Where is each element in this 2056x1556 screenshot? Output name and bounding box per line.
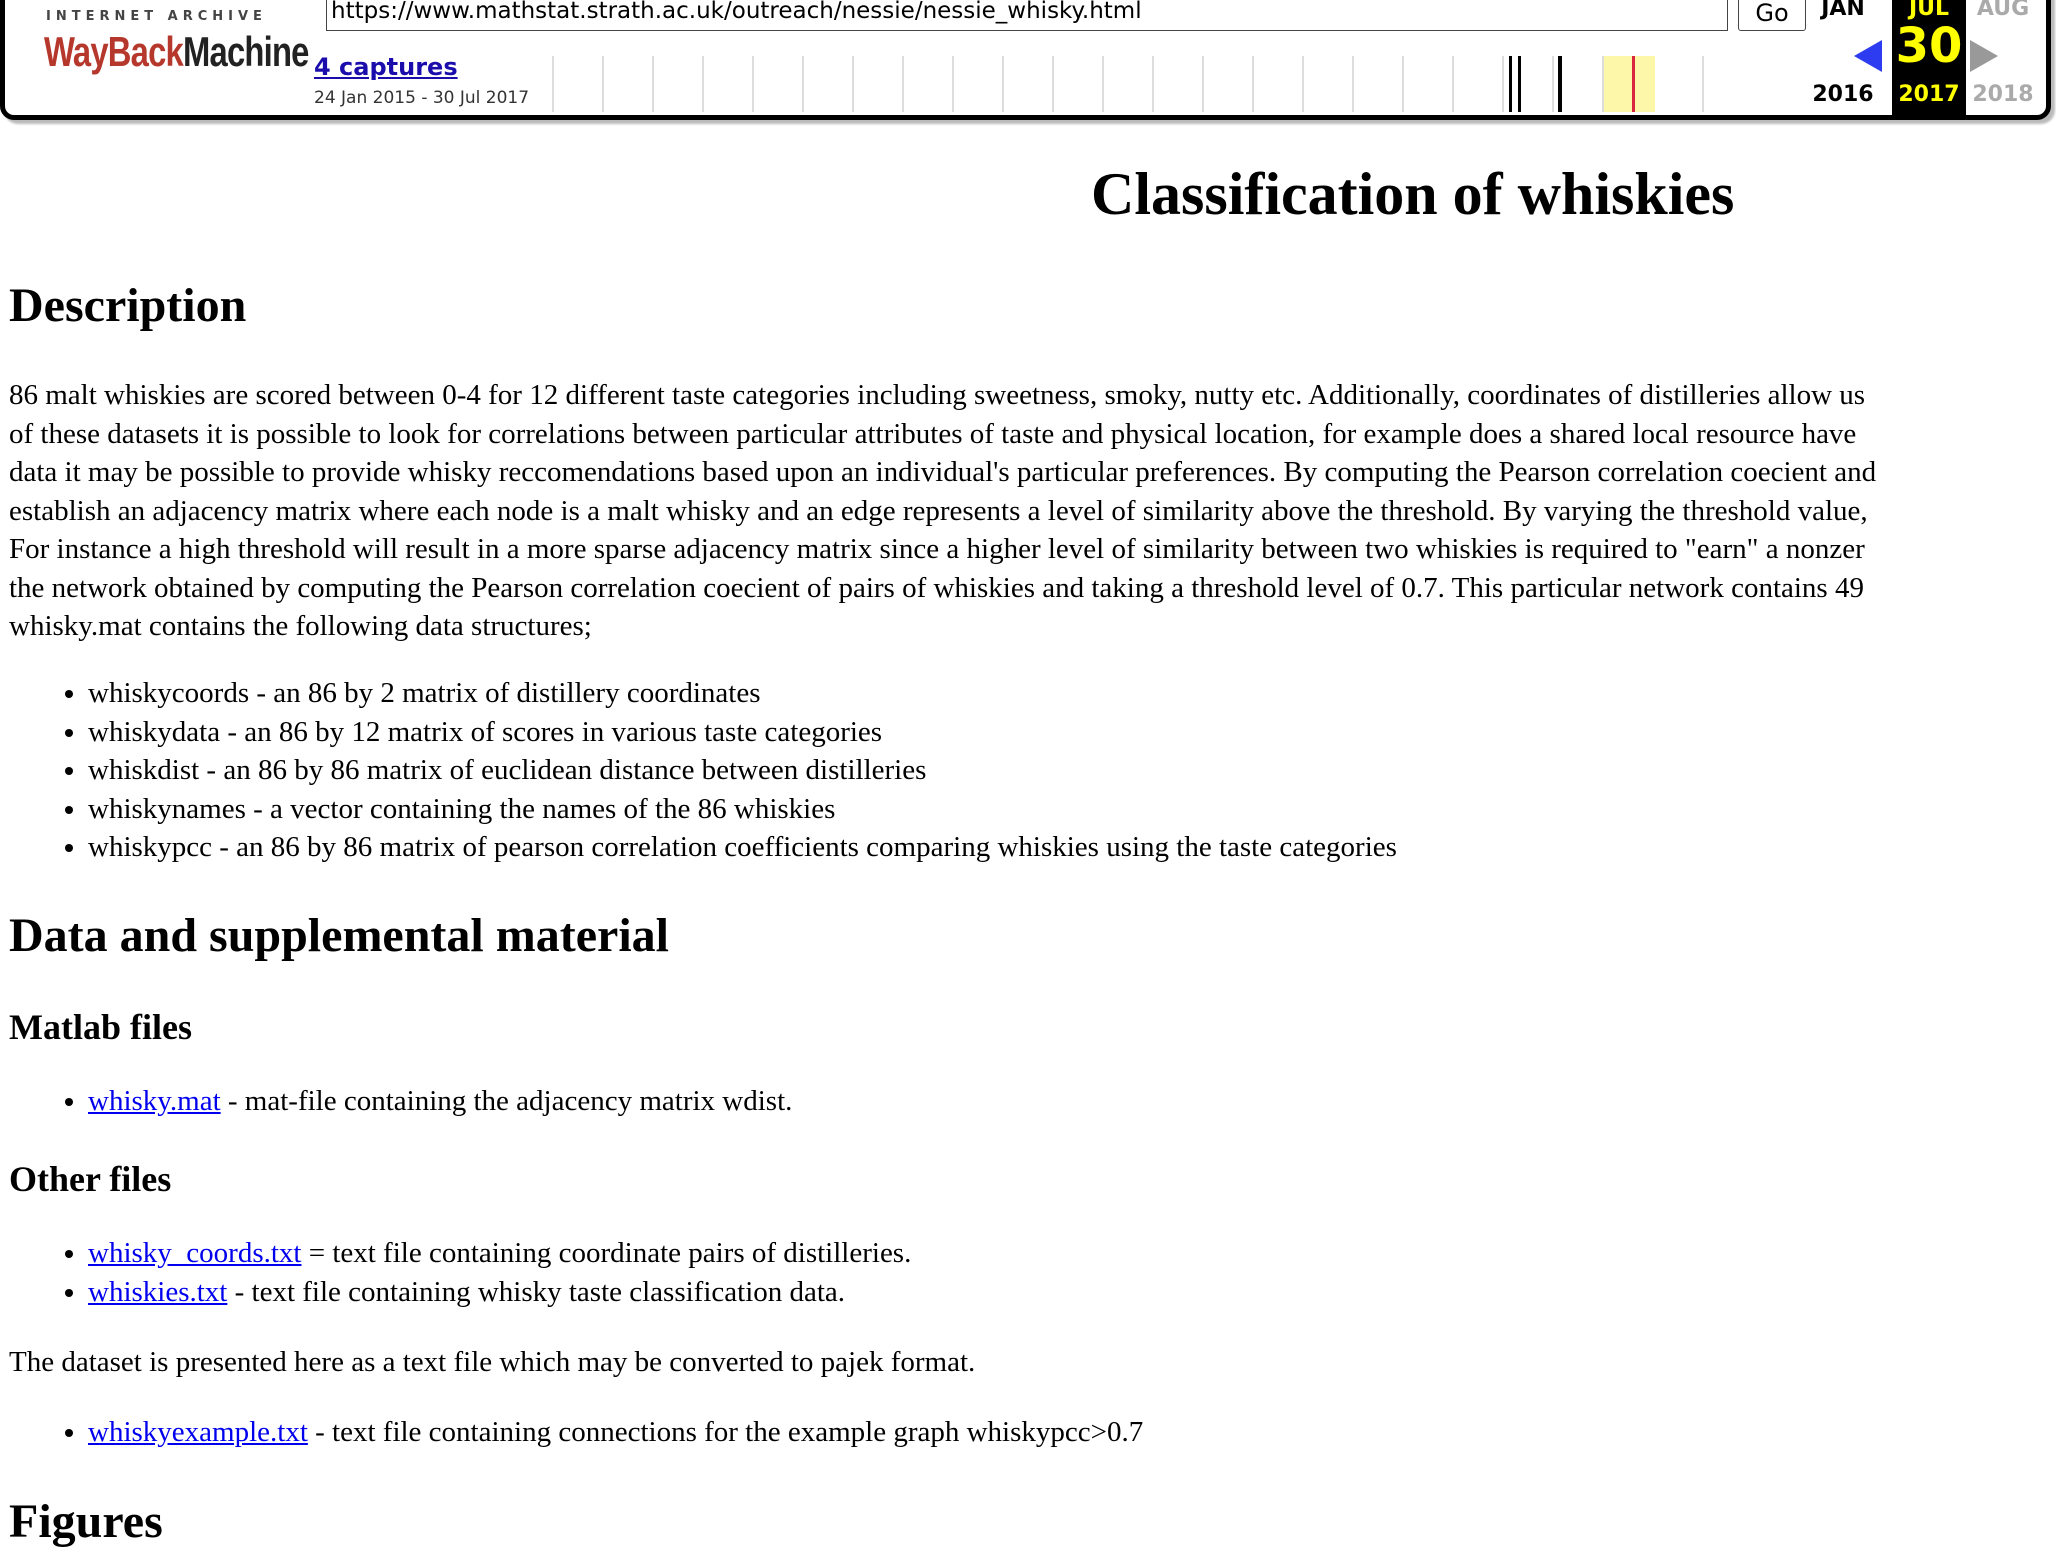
description-paragraph [9, 376, 1876, 646]
next-month: AUG [1976, 0, 2030, 21]
wayback-logo-machine: Machine [183, 28, 309, 75]
whisky-coords-link[interactable]: whisky_coords.txt [88, 1237, 302, 1269]
file-description: = text file containing coordinate pairs of distilleries. [301, 1237, 912, 1269]
calendar-current-column [1892, 0, 1966, 118]
description-line: whisky.mat contains the following data structures; [9, 610, 592, 642]
description-line: of these datasets it is possible to look for correlations between particular attributes of taste and physical location, for example does a shared local resource have [9, 417, 1857, 450]
whiskyexample-link[interactable]: whiskyexample.txt [88, 1416, 308, 1448]
page-title: Classification of whiskies [1091, 161, 1735, 227]
matlab-files-heading: Matlab files [9, 1007, 192, 1047]
list-item: • whiskypcc - an 86 by 86 matrix of pearson correlation coefficients comparing whiskies using the taste categories [88, 828, 1397, 867]
go-button[interactable]: Go [1738, 0, 1806, 31]
url-input[interactable]: https://www.mathstat.strath.ac.uk/outreach/nessie/nessie_whisky.html [326, 0, 1728, 31]
prev-month: JAN [1821, 0, 1865, 21]
capture-bar[interactable] [1518, 56, 1521, 112]
prev-year: 2016 [1812, 82, 1874, 107]
file-description: - mat-file containing the adjacency matrix wdist. [220, 1085, 793, 1117]
current-year-highlight [1604, 56, 1655, 112]
current-day: 30 [1895, 18, 1963, 74]
current-year: 2017 [1898, 82, 1960, 107]
current-month: JUL [1908, 0, 1950, 21]
list-item: • whiskycoords - an 86 by 2 matrix of distillery coordinates [88, 674, 1397, 713]
wayback-logo-way: WayBack [44, 28, 184, 75]
file-description: - text file containing connections for the example graph whiskypcc>0.7 [307, 1416, 1144, 1448]
list-item [88, 1413, 1143, 1452]
current-capture-marker[interactable] [1632, 56, 1635, 112]
description-line: For instance a high threshold will result in a more sparse adjacency matrix since a higher level of similarity between two whiskies is required to "earn" a nonzer [9, 533, 1865, 565]
data-heading: Data and supplemental material [9, 909, 669, 962]
capture-calendar [1806, 0, 2056, 118]
captures-link[interactable]: 4 captures [314, 53, 458, 81]
capture-date-range: 24 Jan 2015 - 30 Jul 2017 [314, 88, 530, 108]
capture-bar[interactable] [1509, 56, 1512, 112]
other-files-heading: Other files [9, 1159, 172, 1199]
list-item [88, 1273, 911, 1312]
list-item: • whiskydata - an 86 by 12 matrix of scores in various taste categories [88, 713, 1397, 752]
list-item: • whiskynames - a vector containing the names of the 86 whiskies [88, 790, 1397, 829]
whiskies-txt-link[interactable]: whiskies.txt [88, 1275, 228, 1308]
list-item [88, 1082, 792, 1121]
previous-capture-arrow-icon[interactable] [1854, 40, 1882, 72]
data-structures-list [9, 674, 1397, 867]
other-files-list [9, 1234, 911, 1311]
dataset-note: The dataset is presented here as a text file which may be converted to pajek format. [9, 1346, 976, 1378]
wayback-toolbar [0, 0, 2056, 126]
next-capture-arrow-icon [1970, 40, 1998, 72]
description-line: 86 malt whiskies are scored between 0-4 for 12 different taste categories including sweetness, smoky, nutty etc. Additionally, coordinates of distilleries allow us [9, 379, 1866, 411]
description-line: the network obtained by computing the Pearson correlation coecient of pairs of whiskies and taking a threshold level of 0.7. This particular network contains 49 [9, 571, 1864, 604]
file-description: - text file containing whisky taste classification data. [227, 1275, 846, 1308]
whisky-mat-link[interactable]: whisky.mat [88, 1085, 221, 1117]
list-item [88, 1234, 911, 1273]
capture-bar[interactable] [1558, 56, 1562, 112]
description-line: establish an adjacency matrix where each node is a malt whisky and an edge represents a level of similarity above the threshold. By varying the threshold value, [9, 494, 1868, 527]
next-year: 2018 [1972, 82, 2034, 107]
capture-sparkline[interactable] [552, 56, 1742, 112]
description-line: data it may be possible to provide whisky reccomendations based upon an individual's particular preferences. By computing the Pearson correlation coecient and [9, 456, 1877, 488]
example-files-list [9, 1413, 1143, 1452]
matlab-files-list [9, 1082, 792, 1121]
description-heading: Description [9, 279, 247, 332]
figures-heading: Figures [9, 1495, 163, 1548]
internet-archive-label: INTERNET ARCHIVE [46, 9, 267, 24]
list-item: • whiskdist - an 86 by 86 matrix of euclidean distance between distilleries [88, 751, 1397, 790]
wayback-machine-logo[interactable] [44, 27, 309, 77]
